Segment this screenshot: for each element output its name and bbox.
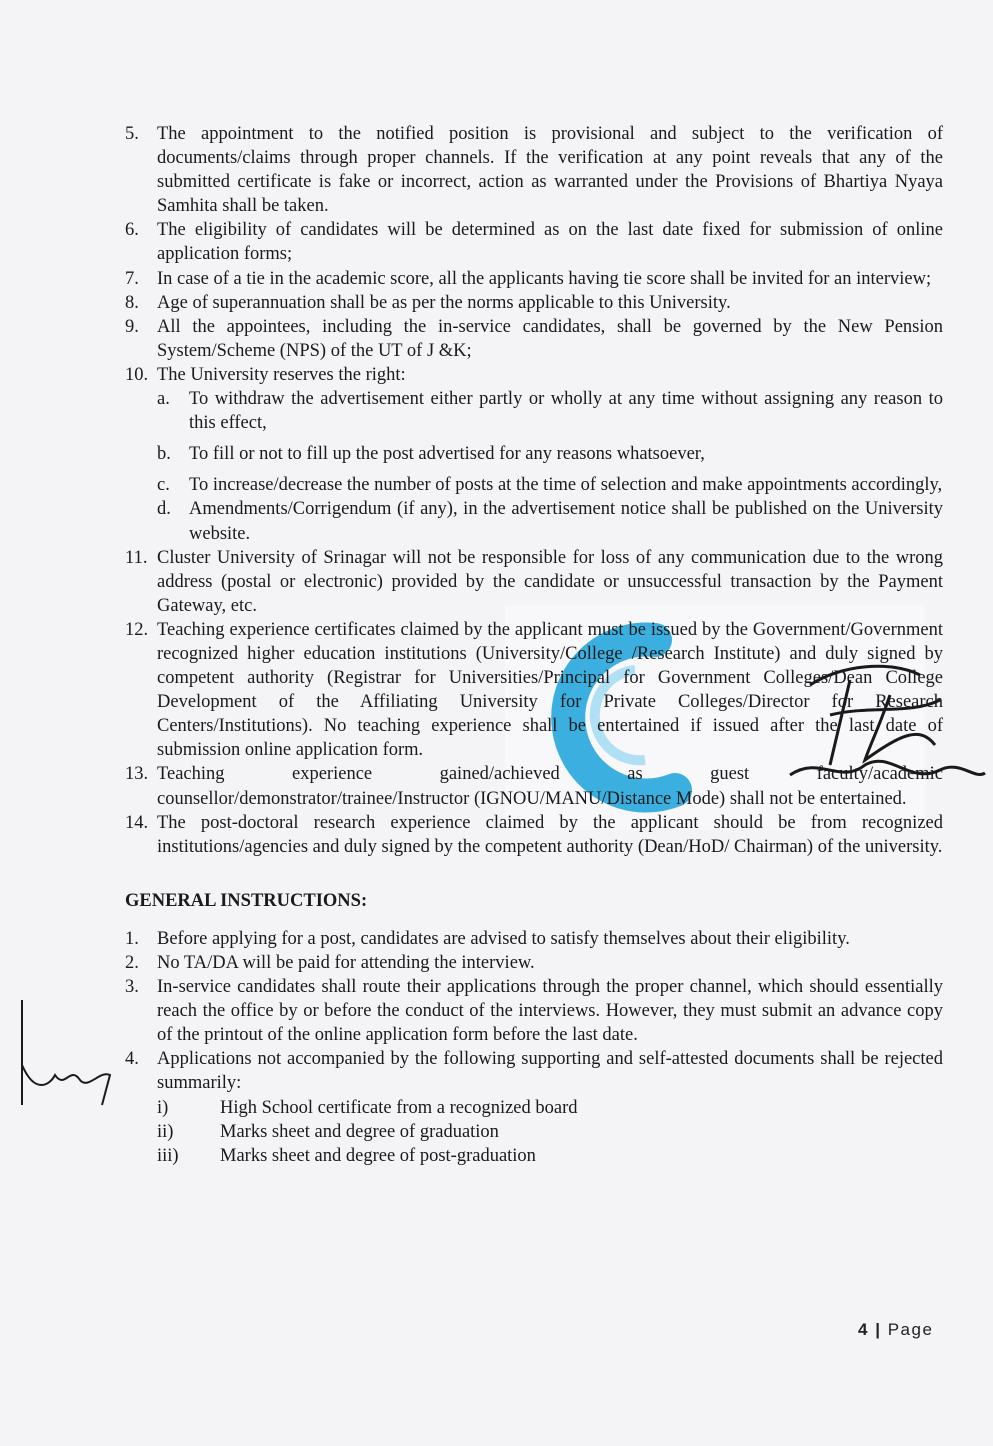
list-item: 7. In case of a tie in the academic score, all the applicants having tie score shall be invited for an interview; [125, 268, 932, 289]
documents-sublist [125, 1096, 943, 1168]
rights-sublist [125, 387, 943, 546]
list-item: 14. The post-doctoral research experience claimed by the applicant should be from recognized institutions/agencies and duly signed by the competent authority (Dean/HoD/ Chairman) of the university. [125, 812, 943, 857]
page-separator: | [875, 1320, 882, 1339]
sub-item: ii) Marks sheet and degree of graduation [157, 1121, 499, 1142]
sub-item: d. Amendments/Corrigendum (if any), in the advertisement notice shall be published on the University website. [157, 499, 943, 544]
terms-list [125, 122, 943, 859]
list-item: 8. Age of superannuation shall be as per the norms applicable to this University. [125, 292, 731, 313]
page-label: Page [887, 1320, 934, 1339]
list-item: 12. Teaching experience certificates claimed by the applicant must be issued by the Government/Government recognized higher education institutions (University/College /Research Institute) and duly signed by competent authority (Registrar for Universities/Principal for Government Colleges/Dean College Development of the Affiliating University for Private Colleges/Director for Research Centers/Institutions). No teaching experience shall be entertained if issued after the last date of submission online application form. [125, 619, 943, 761]
instructions-list [125, 927, 943, 1168]
sub-item: iii) Marks sheet and degree of post-graduation [157, 1145, 536, 1166]
list-item: 6. The eligibility of candidates will be determined as on the last date fixed for submission of online application forms; [125, 220, 943, 265]
list-item: 3. In-service candidates shall route their applications through the proper channel, which should essentially reach the office by or before the conduct of the interviews. However, they must submit an advance copy of the printout of the online application form before the last date. [125, 977, 943, 1046]
list-item: 4. Applications not accompanied by the following supporting and self-attested documents shall be rejected summarily: [125, 1049, 943, 1094]
signature-left [10, 995, 120, 1115]
list-item: 9. All the appointees, including the in-service candidates, shall be governed by the New Pension System/Scheme (NPS) of the UT of J &K; [125, 316, 943, 361]
document-body [125, 122, 943, 1168]
list-item: 10. The University reserves the right: [125, 364, 406, 385]
sub-item: i) High School certificate from a recognized board [157, 1097, 578, 1118]
sub-item: b. To fill or not to fill up the post advertised for any reasons whatsoever, [157, 444, 705, 465]
list-item: 5. The appointment to the notified position is provisional and subject to the verification of documents/claims through proper channels. If the verification at any point reveals that any of the submitted certificate is fake or incorrect, action as warranted under the Provisions of Bhartiya Nyaya Samhita shall be taken. [125, 124, 943, 217]
list-item: 11. Cluster University of Srinagar will not be responsible for loss of any communication due to the wrong address (postal or electronic) provided by the candidate or unsuccessful transaction by the Payment Gateway, etc. [125, 547, 943, 616]
section-heading: GENERAL INSTRUCTIONS: [125, 890, 368, 911]
list-item: 13. Teaching experience gained/achieved as guest faculty/academic counsellor/demonstrator/trainee/Instructor (IGNOU/MANU/Distance Mode) shall not be entertained. [125, 764, 943, 809]
sub-item: c. To increase/decrease the number of posts at the time of selection and make appointments accordingly, [157, 475, 943, 496]
page-number: 4 [858, 1320, 869, 1339]
list-item: 1. Before applying for a post, candidates are advised to satisfy themselves about their eligibility. [125, 928, 850, 949]
page-footer [858, 1320, 933, 1340]
sub-item: a. To withdraw the advertisement either partly or wholly at any time without assigning any reason to this effect, [157, 389, 943, 434]
list-item: 2. No TA/DA will be paid for attending the interview. [125, 953, 535, 973]
